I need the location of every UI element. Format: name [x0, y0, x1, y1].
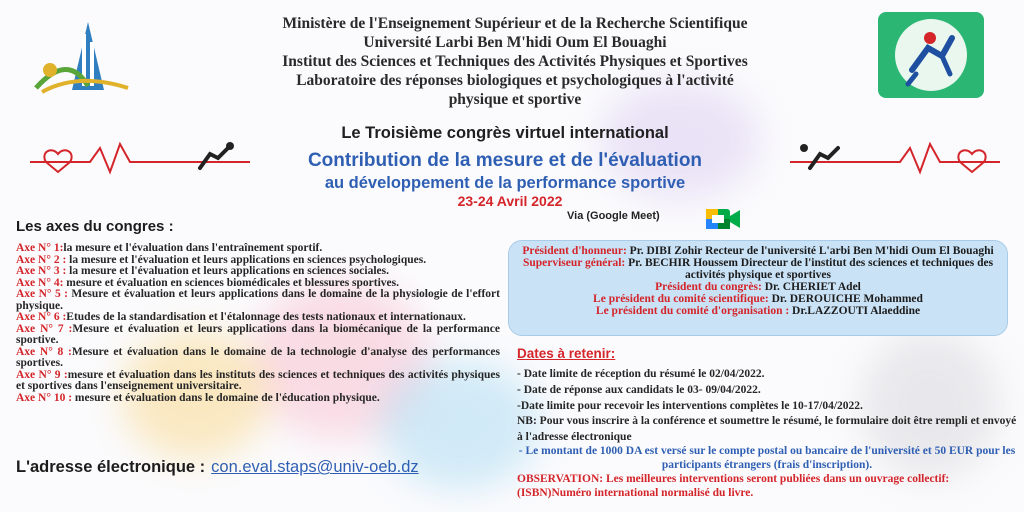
axis-label: Axe N° 8 :: [16, 345, 72, 358]
google-meet-icon: [704, 206, 742, 232]
registration-note: NB: Pour vous inscrire à la conférence et soumettre le résumé, le formulaire doit être rempli et envoyé à l'adresse électronique: [517, 415, 1017, 443]
main-title: [150, 150, 860, 194]
header-line: Laboratoire des réponses biologiques et psychologiques à l'activité: [296, 72, 734, 89]
committee-name: Dr. DEROUICHE Mohammed: [768, 293, 923, 305]
event-dates: 23-24 Avril 2022: [457, 193, 563, 209]
axes-title: Les axes du congres :: [16, 218, 174, 235]
committee-role: Le président du comité d'organisation :: [595, 305, 790, 317]
committee-role: Superviseur général:: [522, 257, 626, 269]
axis-item: [16, 347, 500, 370]
committee-member: [517, 305, 999, 317]
committee-role: Le président du comité scientifique:: [593, 293, 769, 305]
main-title-line: Contribution de la mesure et de l'évaluation: [307, 150, 703, 171]
email-link[interactable]: con.eval.staps@univ-oeb.dz: [211, 458, 419, 476]
deadline-item: -Date limite pour recevoir les interventions complètes le 10-17/04/2022.: [517, 400, 863, 412]
axis-item: [16, 393, 500, 405]
laboratory-logo: [878, 12, 984, 98]
committee-box: [508, 240, 1008, 336]
committee-name: Pr. BECHIR Houssem Directeur de l'institut des sciences et techniques des activités physique et sportives: [625, 257, 994, 281]
deadline-item: - Date limite de réception du résumé le 02/04/2022.: [517, 368, 765, 380]
axis-text: mesure et évaluation dans le domaine de l'éducation physique.: [72, 391, 380, 404]
axis-label: Axe N° 2 :: [16, 253, 67, 266]
committee-role: Président du congrès:: [655, 281, 762, 293]
committee-member: [517, 245, 999, 257]
axis-text: mesure et évaluation dans les instituts des sciences et techniques des activités physiques et sportives dans l'enseignement universitaire.: [16, 368, 500, 392]
header-line: Ministère de l'Enseignement Supérieur et de la Recherche Scientifique: [282, 15, 748, 32]
header-line: physique et sportive: [448, 91, 582, 108]
axis-text: la mesure et l'évaluation dans l'entraînement sportif.: [63, 242, 323, 254]
dates-to-remember-list: [517, 366, 1017, 500]
email-label: L'adresse électronique :: [16, 458, 206, 476]
committee-name: Dr. CHERIET Adel: [761, 281, 861, 293]
committee-member: [517, 281, 999, 293]
committee-role: Président d'honneur:: [522, 245, 627, 257]
axis-text: Mesure et évaluation et leurs applications dans le domaine de la physiologie de l'effort physique.: [16, 288, 500, 312]
axis-label: Axe N° 4:: [16, 276, 64, 289]
committee-name: Pr. DIBI Zohir Recteur de l'université L'arbi Ben M'hidi Oum El Bouaghi: [626, 245, 994, 257]
axis-text: la mesure et l'évaluation et leurs applications en sciences psychologiques.: [66, 253, 427, 266]
observation-note: OBSERVATION: Les meilleures interventions seront publiées dans un ouvrage collectif: (ISBN)Numéro international normalisé du livre.: [517, 473, 950, 499]
axis-label: Axe N° 1:: [16, 242, 64, 254]
axis-text: la mesure et l'évaluation et leurs applications en sciences sociales.: [66, 265, 389, 277]
congress-title: Le Troisième congrès virtuel international: [341, 124, 669, 142]
axis-text: mesure et évaluation en sciences biomédicales et blessures sportives.: [63, 276, 399, 289]
axis-label: Axe N° 10 :: [16, 391, 73, 404]
axis-item: [16, 324, 500, 347]
axis-text: Etudes de la standardisation et l'étalonnage des tests nationaux et internationaux.: [66, 311, 466, 323]
axis-label: Axe N° 6 :: [16, 311, 67, 323]
dates-to-remember-title: Dates à retenir:: [517, 346, 616, 361]
committee-name: Dr.LAZZOUTI Alaeddine: [789, 305, 921, 317]
email-row: [16, 458, 419, 477]
deadline-item: - Date de réponse aux candidats le 03- 09/04/2022.: [517, 384, 761, 396]
university-logo: [28, 12, 140, 98]
header-line: Institut des Sciences et Techniques des Activités Physiques et Sportives: [282, 53, 748, 70]
axis-item: [16, 370, 500, 393]
axis-label: Axe N° 7 :: [16, 322, 73, 335]
axes-list: [16, 243, 500, 404]
axis-text: Mesure et évaluation et leurs applications dans la biomécanique de la performance sportive.: [16, 322, 500, 346]
axis-label: Axe N° 9 :: [16, 368, 68, 381]
fee-note: - Le montant de 1000 DA est versé sur le compte postal ou bancaire de l'université et 50 EUR pour les participants étrangers (frais d'inscription).: [518, 445, 1016, 471]
committee-member: [517, 257, 999, 281]
via-label: Via (Google Meet): [567, 210, 660, 222]
institution-header: [150, 14, 880, 109]
axis-text: Mesure et évaluation dans le domaine de la technologie d'analyse des performances sportives.: [16, 345, 500, 369]
main-title-line: au développement de la performance sportive: [324, 174, 686, 192]
axis-label: Axe N° 3 :: [16, 265, 67, 277]
header-line: Université Larbi Ben M'hidi Oum El Bouaghi: [363, 34, 667, 51]
axis-item: [16, 289, 500, 312]
axis-label: Axe N° 5 :: [16, 288, 68, 300]
committee-member: [517, 293, 999, 305]
